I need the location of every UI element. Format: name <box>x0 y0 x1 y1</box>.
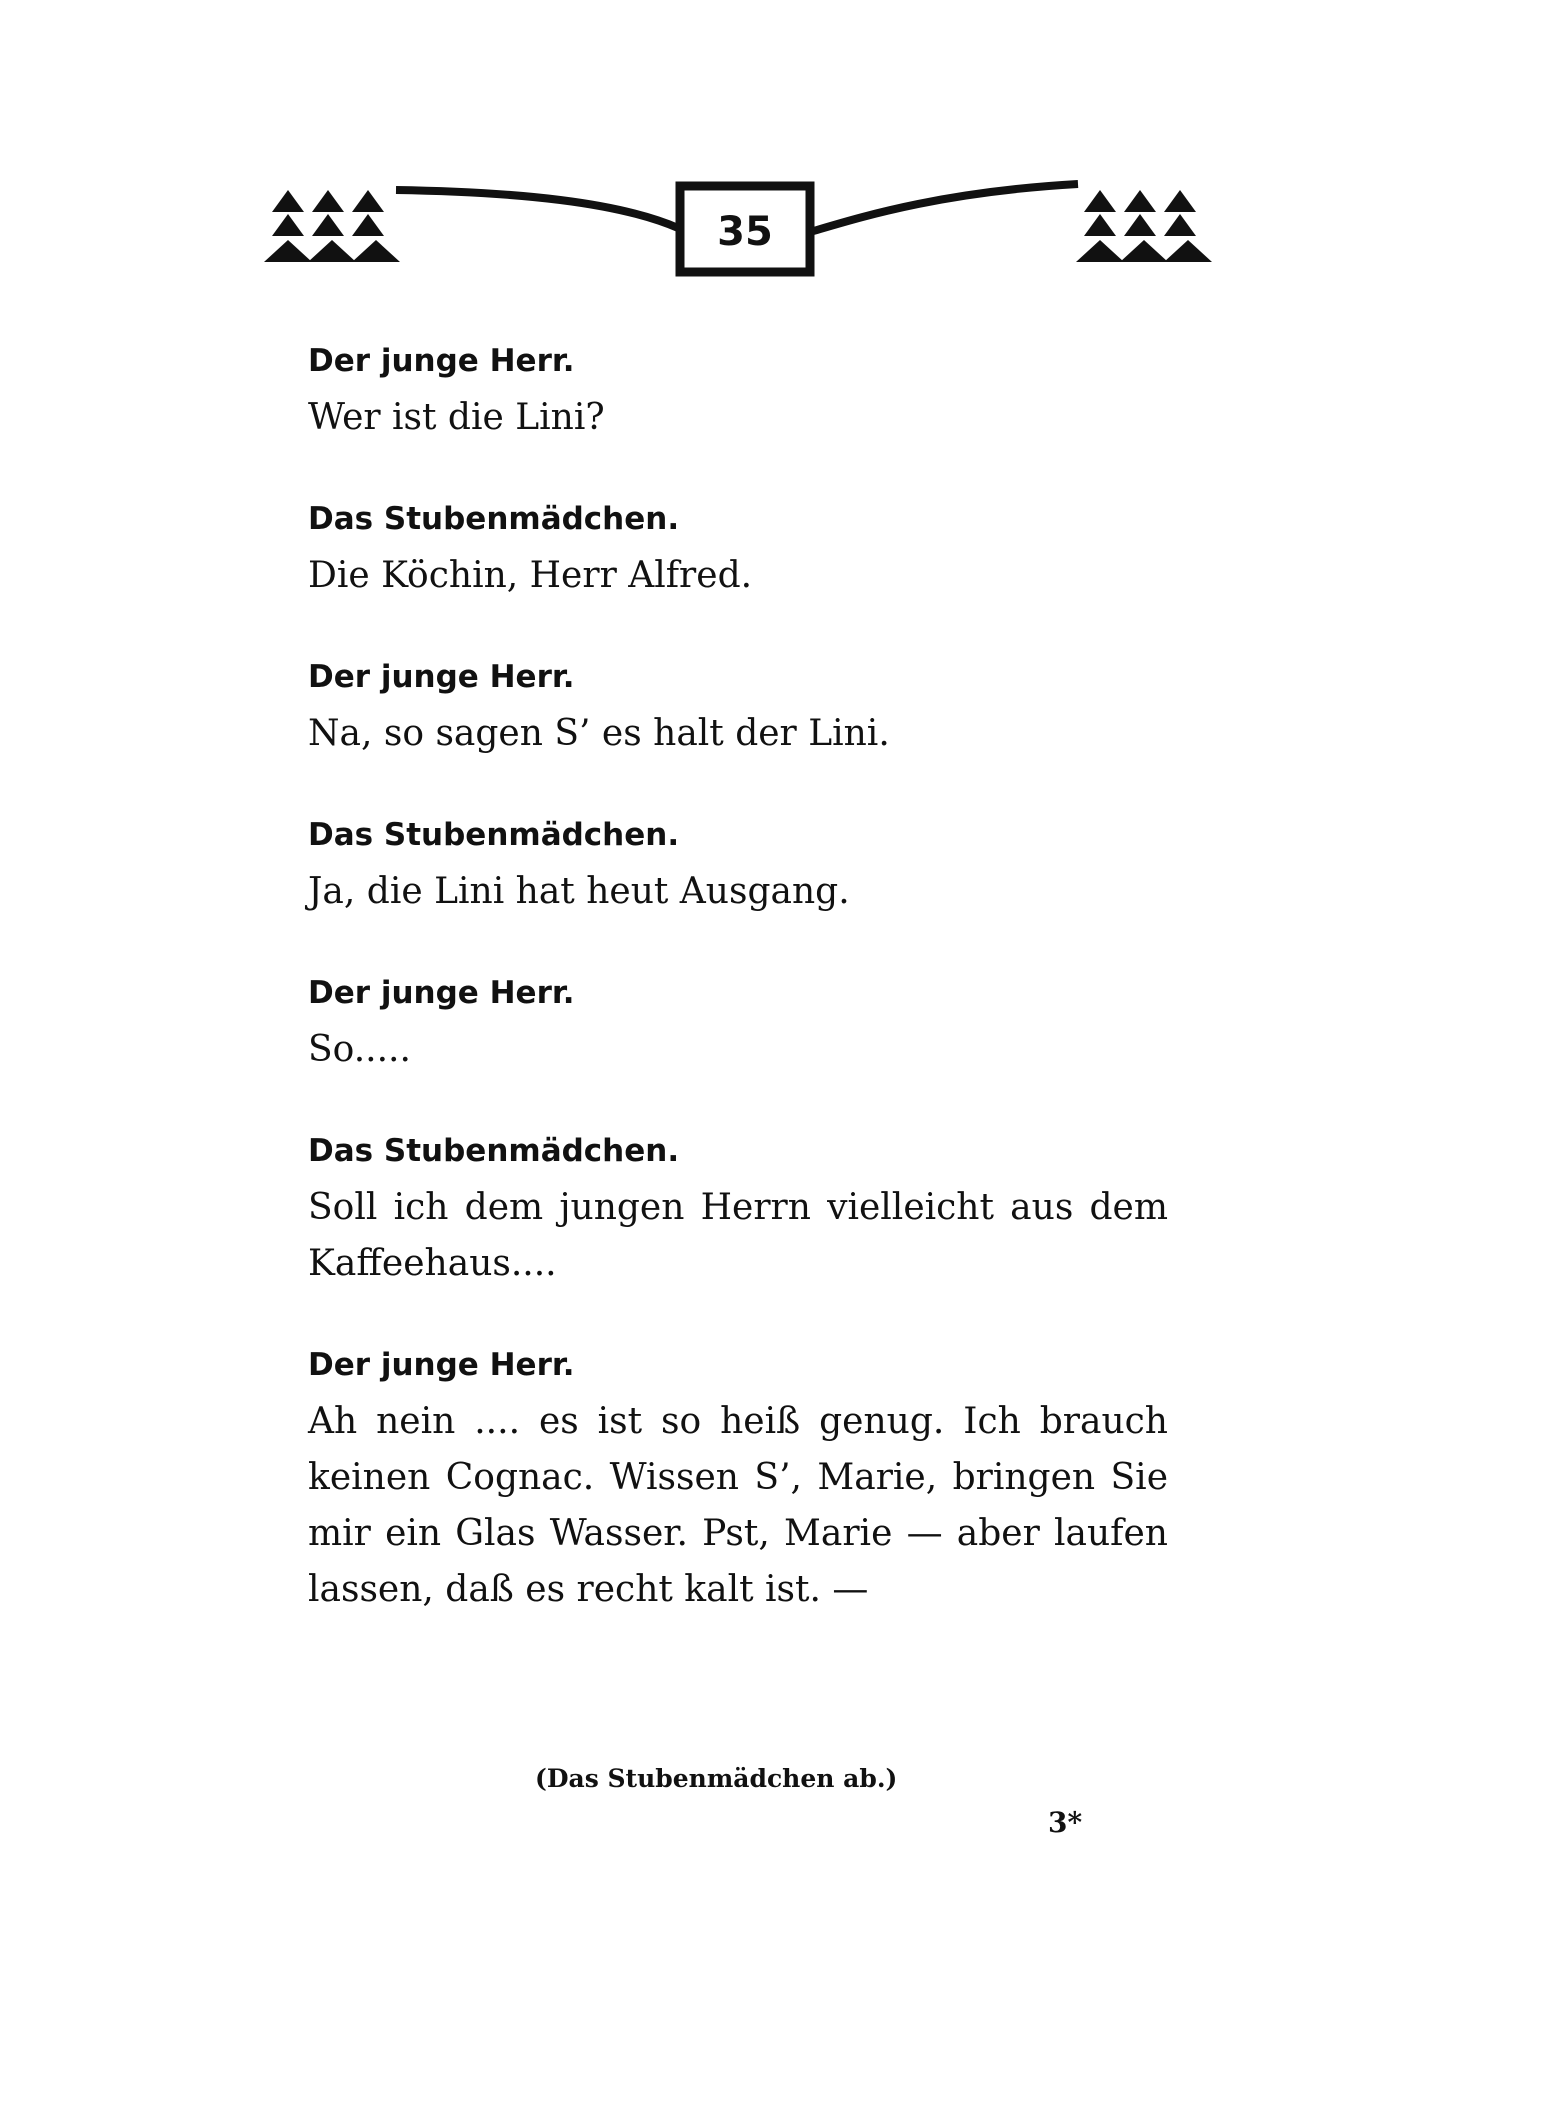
spade-cluster-left-icon <box>264 190 400 262</box>
dialogue-line: Soll ich dem jungen Herrn vielleicht aus dem Kaffeehaus.... <box>308 1187 1168 1284</box>
speaker-name: Der junge Herr. <box>308 1347 575 1383</box>
dialogue-line: So..... <box>308 1029 411 1070</box>
spade-cluster-right-icon <box>1076 190 1212 262</box>
speaker-name: Der junge Herr. <box>308 975 575 1011</box>
stage-direction: (Das Stubenmädchen ab.) <box>535 1764 898 1793</box>
speaker-name: Das Stubenmädchen. <box>308 501 680 537</box>
dialogue-line: Ja, die Lini hat heut Ausgang. <box>308 871 850 912</box>
page-number: 35 <box>717 209 773 255</box>
speaker-name: Das Stubenmädchen. <box>308 817 680 853</box>
right-flourish <box>810 184 1078 232</box>
dialogue-line: Na, so sagen S’ es halt der Lini. <box>308 713 890 754</box>
speaker-name: Der junge Herr. <box>308 659 575 695</box>
dialogue-line: Wer ist die Lini? <box>308 397 605 438</box>
dialogue-line: Die Köchin, Herr Alfred. <box>308 555 753 596</box>
signature-mark: 3* <box>1048 1806 1083 1839</box>
speaker-name: Der junge Herr. <box>308 343 575 379</box>
dialogue-line: Ah nein .... es ist so heiß genug. Ich brauch keinen Cognac. Wissen S’, Marie, bringen Sie mir ein Glas Wasser. Pst, Marie — aber laufen lassen, daß es recht kalt ist. — <box>308 1401 1168 1610</box>
left-flourish <box>396 190 704 242</box>
dialogue-block <box>308 340 1168 1618</box>
speaker-name: Das Stubenmädchen. <box>308 1133 680 1169</box>
